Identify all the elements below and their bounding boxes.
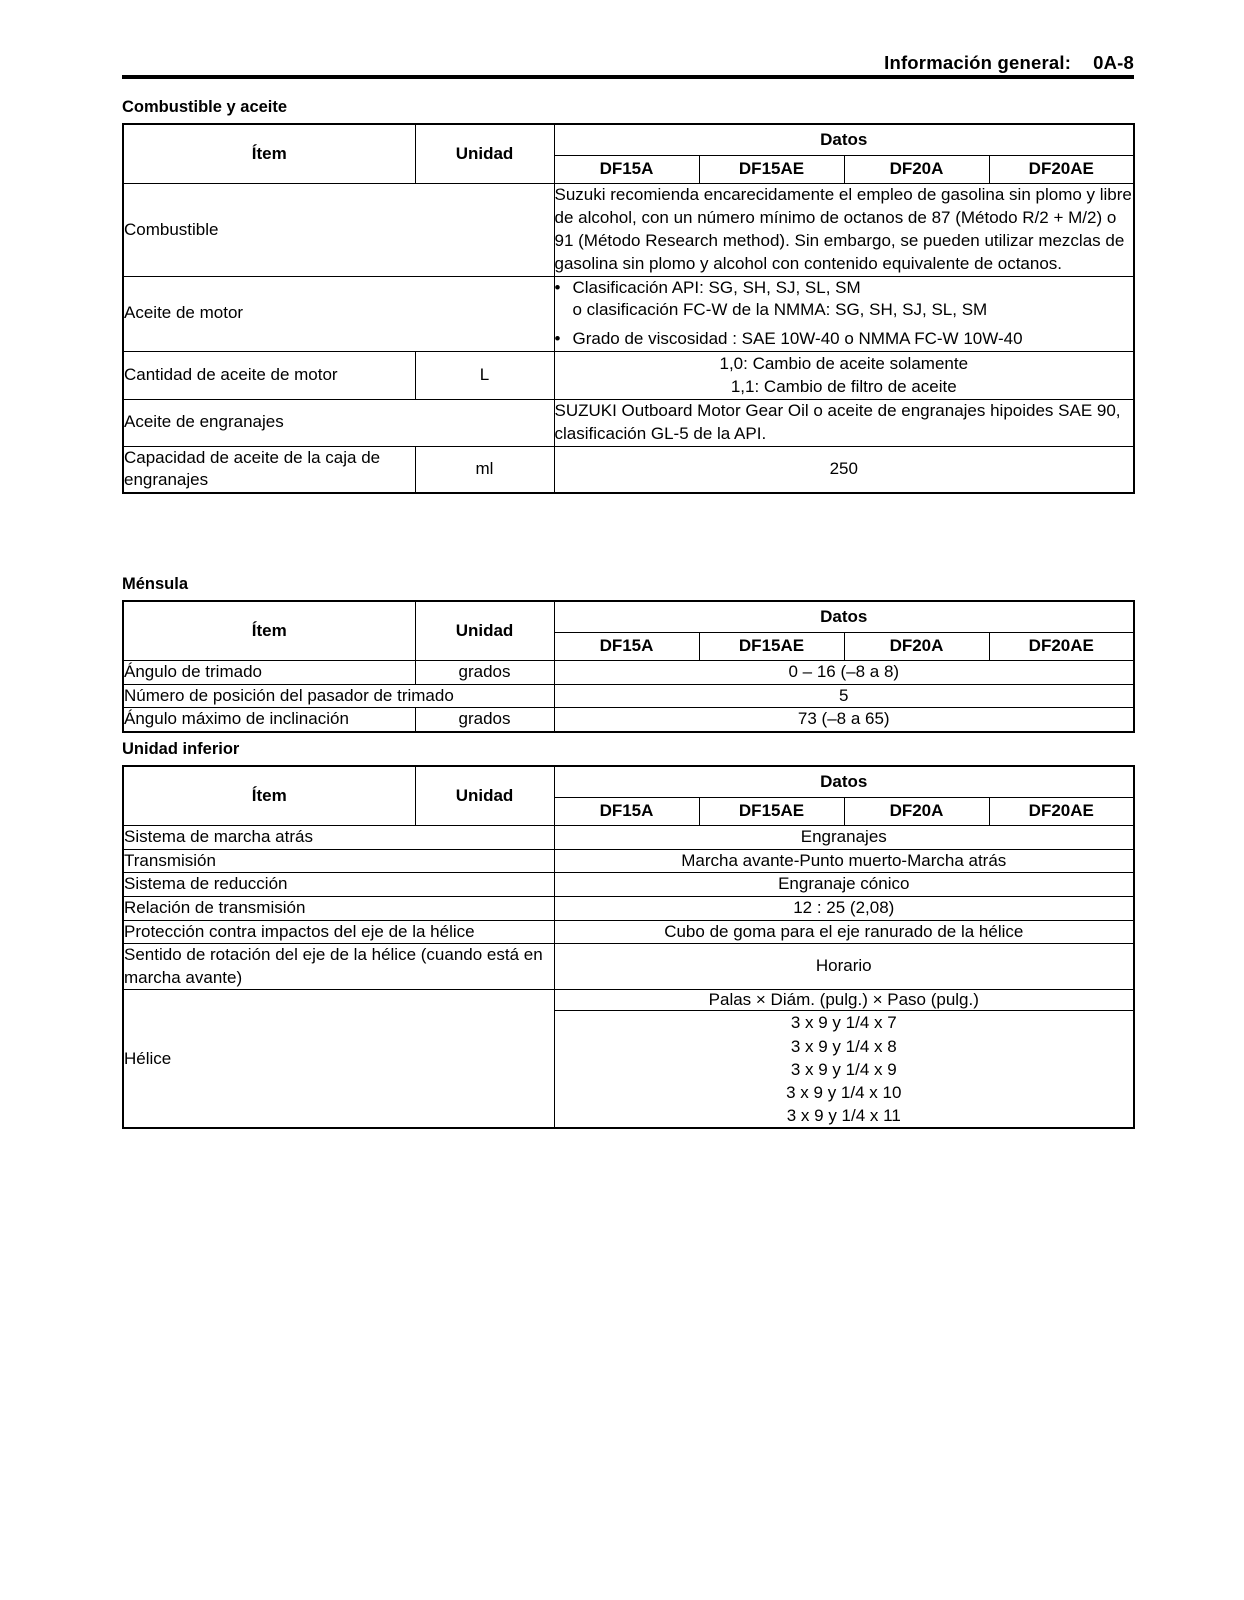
row-label-relacion-de-transmision: Relación de transmisión bbox=[123, 896, 554, 920]
row-value-capacidad-caja-engranajes: 250 bbox=[554, 446, 1134, 493]
table-row bbox=[123, 896, 1134, 920]
section-title: Combustible y aceite bbox=[122, 98, 288, 116]
bullet-line-1: Grado de viscosidad : SAE 10W-40 o NMMA FC-W 10W-40 bbox=[572, 329, 1023, 349]
row-label-helice: Hélice bbox=[123, 990, 554, 1128]
row-label-sistema-de-reduccion: Sistema de reducción bbox=[123, 873, 554, 897]
header-divider-rule bbox=[122, 75, 1134, 79]
row-label-sentido-rotacion-eje: Sentido de rotación del eje de la hélice (cuando está en marcha avante) bbox=[123, 944, 554, 990]
bullet-dot-icon: • bbox=[554, 329, 561, 349]
propeller-size-4: 3 x 9 y 1/4 x 10 bbox=[786, 1082, 902, 1102]
table-row bbox=[123, 708, 1134, 732]
value-line-2: 1,1: Cambio de filtro de aceite bbox=[730, 377, 957, 397]
column-header-item: Ítem bbox=[123, 601, 415, 661]
table-unidad-inferior bbox=[122, 765, 1135, 1129]
section-title: Ménsula bbox=[122, 575, 189, 593]
section-combustible-y-aceite bbox=[122, 98, 1134, 494]
row-label-transmision: Transmisión bbox=[123, 849, 554, 873]
row-value-helice-heading: Palas × Diám. (pulg.) × Paso (pulg.) bbox=[554, 990, 1134, 1011]
table-mensula bbox=[122, 600, 1135, 733]
column-header-model-df20ae: DF20AE bbox=[989, 633, 1134, 661]
column-header-data: Datos bbox=[554, 124, 1134, 156]
column-header-model-df20ae: DF20AE bbox=[989, 156, 1134, 184]
table-row bbox=[123, 684, 1134, 708]
section-title: Unidad inferior bbox=[122, 740, 240, 758]
table-row bbox=[123, 446, 1134, 493]
row-label-sistema-marcha-atras: Sistema de marcha atrás bbox=[123, 826, 554, 850]
row-label-proteccion-impactos-eje: Protección contra impactos del eje de la hélice bbox=[123, 920, 554, 944]
column-header-model-df15a: DF15A bbox=[554, 798, 699, 826]
column-header-unit: Unidad bbox=[415, 601, 554, 661]
table-row bbox=[123, 849, 1134, 873]
column-header-model-df15ae: DF15AE bbox=[699, 633, 844, 661]
table-header bbox=[123, 601, 1134, 661]
bullet-dot-icon: • bbox=[554, 277, 561, 297]
propeller-size-2: 3 x 9 y 1/4 x 8 bbox=[790, 1036, 897, 1056]
row-label-cantidad-aceite-motor: Cantidad de aceite de motor bbox=[123, 351, 415, 399]
table-row bbox=[123, 399, 1134, 446]
row-label-aceite-de-engranajes: Aceite de engranajes bbox=[123, 399, 554, 446]
row-value-sentido-rotacion-eje: Horario bbox=[554, 944, 1134, 990]
row-label-angulo-maximo-inclinacion: Ángulo máximo de inclinación bbox=[123, 708, 415, 732]
column-header-model-df20a: DF20A bbox=[844, 156, 989, 184]
table-header bbox=[123, 766, 1134, 826]
column-header-model-df15a: DF15A bbox=[554, 633, 699, 661]
row-value-angulo-maximo-inclinacion: 73 (–8 a 65) bbox=[554, 708, 1134, 732]
column-header-model-df20a: DF20A bbox=[844, 633, 989, 661]
column-header-data: Datos bbox=[554, 766, 1134, 798]
propeller-size-3: 3 x 9 y 1/4 x 9 bbox=[790, 1059, 897, 1079]
column-header-unit: Unidad bbox=[415, 124, 554, 184]
table-combustible-y-aceite bbox=[122, 123, 1135, 494]
row-unit-angulo-de-trimado: grados bbox=[415, 661, 554, 685]
column-header-item: Ítem bbox=[123, 766, 415, 826]
table-row bbox=[123, 276, 1134, 351]
page-number: 0A-8 bbox=[1093, 52, 1134, 73]
column-header-model-df15ae: DF15AE bbox=[699, 798, 844, 826]
table-row bbox=[123, 184, 1134, 276]
column-header-model-df15ae: DF15AE bbox=[699, 156, 844, 184]
row-unit-angulo-maximo-inclinacion: grados bbox=[415, 708, 554, 732]
row-value-numero-posicion-pasador: 5 bbox=[554, 684, 1134, 708]
section-unidad-inferior bbox=[122, 740, 1134, 1129]
row-value-combustible: Suzuki recomienda encarecidamente el empleo de gasolina sin plomo y libre de alcohol, con un número mínimo de octanos de 87 (Método R/2 + M/2) o 91 (Método Research method). Sin embargo, se pueden utilizar mezclas de gasolina sin plomo y alcohol con contenido equivalente de octanos. bbox=[554, 184, 1134, 276]
row-value-sistema-marcha-atras: Engranajes bbox=[554, 826, 1134, 850]
table-row bbox=[123, 661, 1134, 685]
bullet-line-1: Clasificación API: SG, SH, SJ, SL, SM bbox=[572, 277, 861, 297]
column-header-unit: Unidad bbox=[415, 766, 554, 826]
row-unit-cantidad-aceite-motor: L bbox=[415, 351, 554, 399]
value-line-1: 1,0: Cambio de aceite solamente bbox=[719, 353, 969, 373]
column-header-data: Datos bbox=[554, 601, 1134, 633]
column-header-model-df20ae: DF20AE bbox=[989, 798, 1134, 826]
table-row bbox=[123, 920, 1134, 944]
row-label-aceite-de-motor: Aceite de motor bbox=[123, 276, 554, 351]
row-value-proteccion-impactos-eje: Cubo de goma para el eje ranurado de la hélice bbox=[554, 920, 1134, 944]
row-label-angulo-de-trimado: Ángulo de trimado bbox=[123, 661, 415, 685]
row-value-aceite-de-motor bbox=[554, 276, 1134, 351]
bullet-line-2: o clasificación FC-W de la NMMA: SG, SH, SJ, SL, SM bbox=[572, 300, 988, 320]
table-row bbox=[123, 873, 1134, 897]
column-header-model-df20a: DF20A bbox=[844, 798, 989, 826]
row-value-cantidad-aceite-motor bbox=[554, 351, 1134, 399]
page-header-title: Información general: bbox=[884, 52, 1072, 73]
row-label-numero-posicion-pasador: Número de posición del pasador de trimado bbox=[123, 684, 554, 708]
table-row bbox=[123, 990, 1134, 1011]
bullet-item bbox=[555, 277, 1134, 323]
section-mensula bbox=[122, 575, 1134, 733]
row-value-helice-list bbox=[554, 1011, 1134, 1128]
propeller-size-1: 3 x 9 y 1/4 x 7 bbox=[790, 1013, 897, 1033]
row-label-combustible: Combustible bbox=[123, 184, 554, 276]
row-value-aceite-de-engranajes: SUZUKI Outboard Motor Gear Oil o aceite de engranajes hipoides SAE 90, clasificación GL-5 de la API. bbox=[554, 399, 1134, 446]
page-running-header bbox=[122, 52, 1134, 74]
table-row bbox=[123, 826, 1134, 850]
row-unit-capacidad-caja-engranajes: ml bbox=[415, 446, 554, 493]
column-header-item: Ítem bbox=[123, 124, 415, 184]
propeller-size-5: 3 x 9 y 1/4 x 11 bbox=[786, 1105, 901, 1125]
table-row bbox=[123, 944, 1134, 990]
row-value-angulo-de-trimado: 0 – 16 (–8 a 8) bbox=[554, 661, 1134, 685]
row-value-sistema-de-reduccion: Engranaje cónico bbox=[554, 873, 1134, 897]
row-label-capacidad-caja-engranajes: Capacidad de aceite de la caja de engranajes bbox=[123, 446, 415, 493]
column-header-model-df15a: DF15A bbox=[554, 156, 699, 184]
table-row bbox=[123, 351, 1134, 399]
table-header bbox=[123, 124, 1134, 184]
row-value-relacion-de-transmision: 12 : 25 (2,08) bbox=[554, 896, 1134, 920]
bullet-item bbox=[555, 328, 1134, 351]
row-value-transmision: Marcha avante-Punto muerto-Marcha atrás bbox=[554, 849, 1134, 873]
